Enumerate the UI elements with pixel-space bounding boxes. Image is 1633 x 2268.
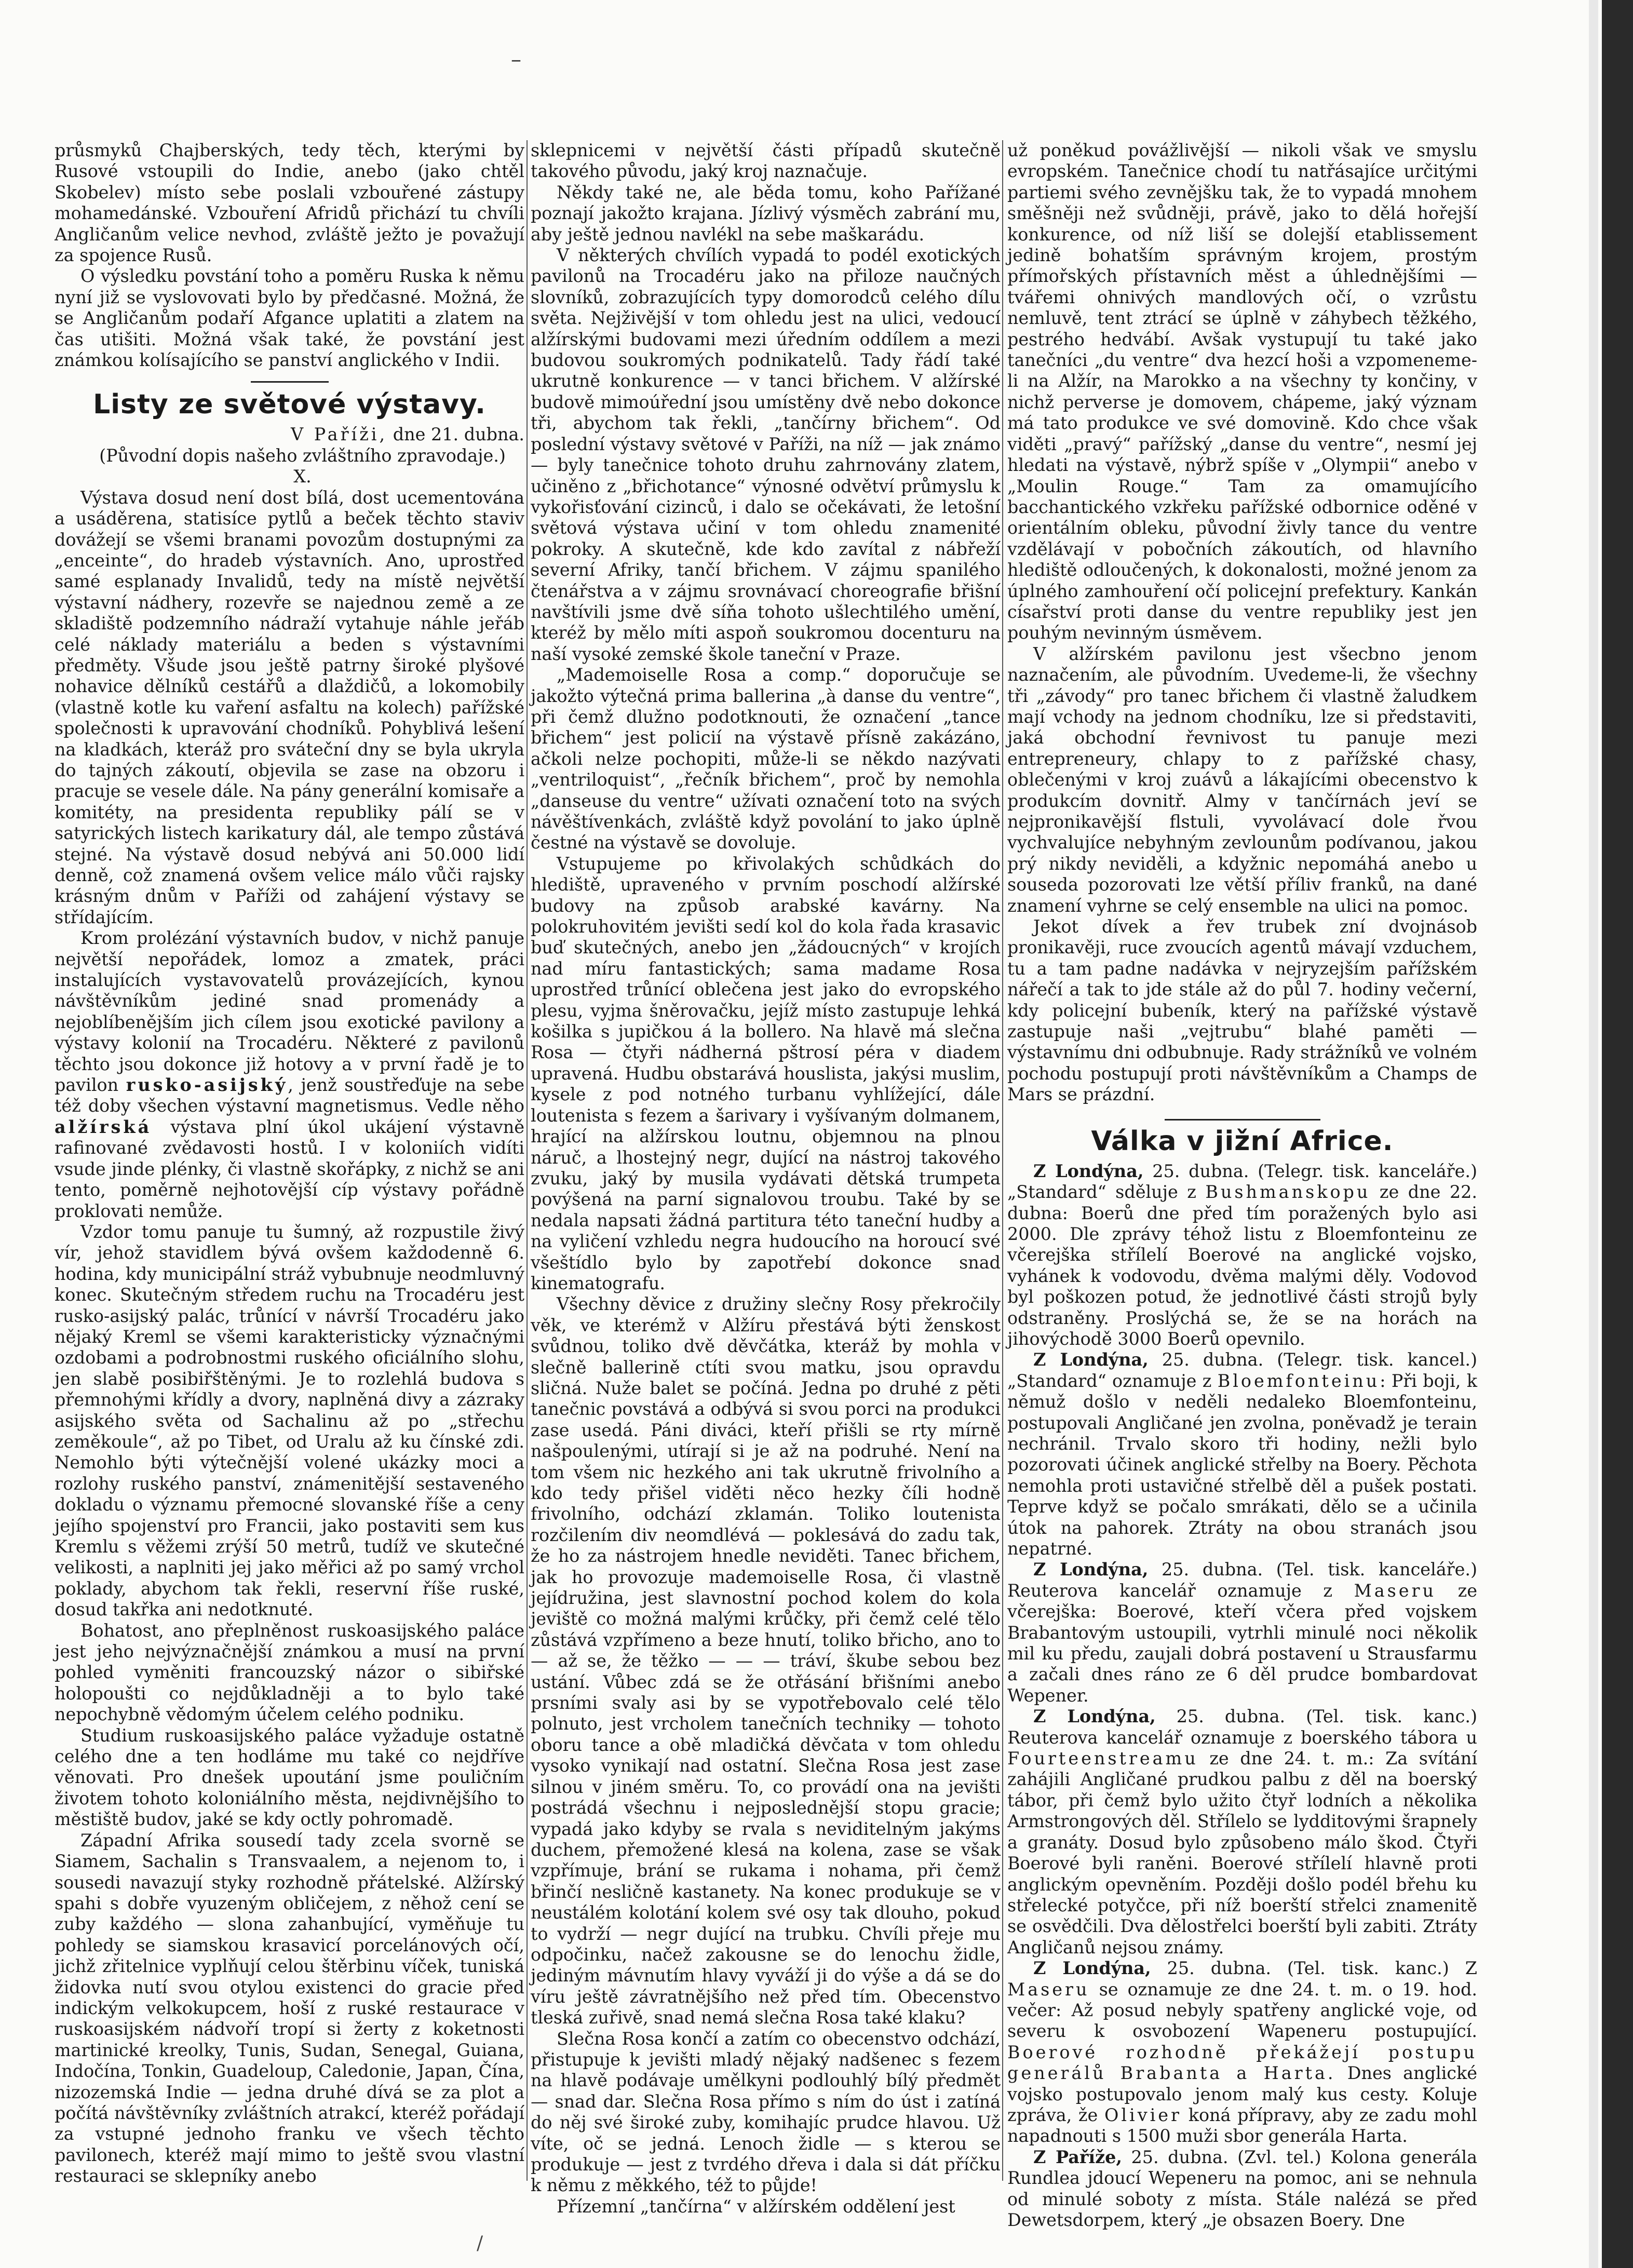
separator-rule [251,381,329,383]
paragraph: Bohatost, ano přeplněnost ruskoasijského paláce jest jeho nejvýznačnější známkou a musí na první pohled vyměniti francouzský názor o sibiřské holopoušti co nejdůkladněji a to bylo také nepochybně vědomým účelem celého podniku. [55,1620,524,1725]
dateline-date: dne 21. dubna. [393,424,524,445]
paragraph: Přízemní „tančírna“ v alžírském oddělení jest [557,2196,955,2217]
text-run: 25. dubna. (Tel. tisk. kanceláře.) Reuterova kancelář oznamuje z [1007,1559,1477,1601]
text-run: , jenž soustřeďuje na sebe též doby všechen výstavní magnetismus. Vedle něho [55,1075,524,1116]
news-lead: Z Londýna, [1033,1706,1156,1727]
scan-border [1602,0,1633,2268]
separator-rule [1165,1119,1320,1120]
emphasis-text: rusko-asijský [126,1075,288,1096]
dateline [55,424,524,445]
news-lead: Z Londýna, [1033,1958,1151,1979]
text-run: ze dne 24. t. m.: Za svítání zahájili Angličané prudkou palbu z děl na boerský tábor, při čemž bylo užito čtyř lodních a několika Armstrongových děl. Střílelo se lydditovými šrapnely a granáty. Dosud bylo způsobeno málo škod. Čtyři Boerové byli raněni. Boerové střílelí hlavně proti anglickým opevněním. Později došlo podél břehu ku střelecké potyčce, při níž boerští střelci znamenitě se osvědčili. Dva dělostřelci boerští byli zabiti. Ztráty Angličanů nejsou známy. [1007,1748,1477,1958]
article-heading: Válka v jižní Africe. [1091,1125,1394,1157]
place-name: Bloemfonteinu [1217,1370,1380,1391]
news-item [1007,1559,1477,1706]
text-run: Krom prolézání výstavních budov, v nichž panuje největší nepořádek, lomoz a zmatek, práci instalujících vystavovatelů provázejících, kynou návštěvníkům jediné snad promenády a nejoblíbenějším jich cílem jsou exotické pavilony a výstavy kolonií na Trocadéru. Některé z pavilonů těchto jsou dokonce již hotovy a v první řadě je to pavilon [55,928,524,1096]
text-run: ze včerejška: Boerové, kteří včera před vojskem Brabantovým ustoupili, vytrhli minulé noci několik mil ku předu, zaujali dobrá postavení u Strausfarmu a začali dnes ráno ze 6 děl prudce bombardovat Wepener. [1007,1580,1478,1706]
paragraph: Všechny děvice z družiny slečny Rosy překročily věk, ve kterémž v Alžíru přestává býti ženskost svůdnou, toliko dvě děvčátka, kteráž by mohla v slečně ballerině ctíti svou matku, jsou opravdu sličná. Nuže balet se počíná. Jedna po druhé z pěti tanečnic povstává a odbývá si svou porci na produkci zase usedá. Páni diváci, kteří přišli se rty mírně našpoulenými, utírají si je až na podruhé. Není na tom všem nic hezkého ani tak ukrutně frivolního a kdo tedy přišel viděti něco hezky číli hodně frivolního, odchází zklamán. Toliko loutenista rozčilením div neomdlévá — poklesává do zadu tak, že ho za nástrojem hnedle neviděti. Tanec břichem, jak ho provozuje mademoiselle Rosa, či vlastně jejídružina, jest slavnostní pochod kolem do kola jeviště co možná malými krůčky, při čemž celé tělo zůstává vzpřímeno a beze hnutí, toliko břicho, ano to — až se, že těžko — — — tráví, škube sebou bez ustání. Vůbec zdá se že otřásání břišními anebo prsními svaly asi by se vypotřebovalo celé tělo polnuto, jest vrcholem tanečních techniky — tohoto oboru tance a obě mladičká děvčata v tom ohledu vysoko vynikají nad ostatní. Slečna Rosa jest zase silnou v jiném směru. To, co provádí ona na jevišti postrádá všechnu i nejposlednější stopu gracie; vypadá jako kdyby se rvala s neviditelným jakýms duchem, přemožené klesá na kolena, zase se však vzpřímuje, brání se rukama i nohama, při čemž břinčí nesličně kastanety. Na konec produkuje se v neustálém kolotání kolem své osy tak dlouho, pokud to vydrží — negr dující na trubku. Chvíli přeje mu odpočinku, načež zakousne se do lenochu židle, jediným mávnutím hlavy vyváží ji do výše a dá se do víru ještě závratnějšího než před tím. Obecenstvo tleská zuřivě, snad nemá slečna Rosa také klaku? [531,1294,1001,2028]
column-rule [527,140,528,2181]
text-run: výstava plní úkol ukájení výstavně rafinované zvědavosti hostů. I v koloniích vidíti vsude jinde plénky, či vlastně skořápky, z nichž se ani tento, poměrně nejhotovější cíp výstavy pořádně proklovati nemůže. [55,1116,524,1221]
subtitle: (Původní dopis našeho zvláštního zpravodaje.) [99,445,506,466]
top-mark: – [511,48,521,72]
paragraph [55,928,524,1222]
news-lead: Z Londýna, [1033,1349,1149,1370]
paragraph: sklepnicemi v největší části případů skutečně takového původu, jaký kroj naznačuje. [531,140,1001,182]
column-left [55,140,524,2187]
emphasis-text: Boerové rozhodně překážejí postupu generálů Brabanta a Harta. [1007,2042,1477,2084]
paragraph: Západní Afrika sousedí tady zcela svorně se Siamem, Sachalin s Transvaalem, a nejenom to, i sousedi navazují styky rozhodně přátelské. Alžírský spahi s dobře vyuzeným obličejem, z něhož cení se zuby každého — slona zahanbující, vyměňuje tu pohledy se siamskou krasavicí porcelánových očí, jichž zřitelnice vyplňují celou štěrbinu víček, tuniská židovka nutí svou otylou existenci do gracie před indickým velkokupcem, hoší z ruské restaurace v ruskoasijském nádvoří tropí si žerty z koketnosti martinické kreolky, Tunis, Sudan, Senegal, Guiana, Indočína, Tonkin, Guadeloup, Caledonie, Japan, Čína, nizozemská Indie — jedna druhé dívá se za plot a počítá návštěvníky zvláštních atrakcí, kteréž pořádají za vstupné jednoho franku ve všech těchto pavilonech, kteréž mají mimo to ještě svou vlastní restauraci se sklepníky anebo [55,1830,524,2186]
scan-edge [1589,0,1598,2268]
paragraph: Jekot dívek a řev trubek zní dvojnásob pronikavěji, ruce zvoucích agentů mávají vzduchem, tu a tam padne nadávka v nejryzejším pařížském nářečí a tak to jde stále až do půl 7. hodiny večerní, kdy policejní bubeník, který na pařížské výstavě zastupuje naši „vejtrubu“ blahé paměti — výstavnímu dni odbubnuje. Rady strážníků ve volném pochodu postupují proti návštěvníkům a Champs de Mars se prázdní. [1007,916,1477,1105]
paragraph: Studium ruskoasijského paláce vyžaduje ostatně celého dne a ten hodláme mu také co nejdříve věnovati. Pro dnešek upoutání jsme pouličním životem tohoto koloniálního města, nejdivnějšího to městiště budov, jaké se kdy octly pohromadě. [55,1725,524,1830]
text-run: 25. dubna. (Zvl. tel.) Kolona generála Rundlea jdoucí Wepeneru na pomoc, ani se nehnula od minulé soboty z místa. Stále nalézá se před Dewetsdorpem, který „je obsazen Boery. Dne [1007,2146,1477,2230]
news-item [1007,1958,1477,2147]
paragraph: Někdy také ne, ale běda tomu, koho Pařížané poznají jakožto krajana. Jízlivý výsměch zabrání mu, aby ještě jednou navlékl na sebe maškarádu. [531,182,1001,245]
paragraph: V některých chvílích vypadá to podél exotických pavilonů na Trocadéru jako na přiloze naučných slovníků, zobrazujících typy domorodců celého dílu světa. Nejživější v tom ohledu jest na ulici, vedoucí alžírskými budovami mezi úředním oddílem a mezi budovou soukromých podnikatelů. Tady řádí také ukrutně konkurence — v tanci břichem. V alžírské budově mimoúřední jsou umístěny dvě nebo dokonce tři, abychom tak řekli, „tančírny břichem“. Od poslední výstavy světové v Paříži, na níž — jak známo — byly tanečnice tohoto druhu zahrnovány zlatem, učiněno z „břichotance“ výnosné odvětví průmyslu k vykořisťování cizinců, i dalo se očekávati, že letošní světová výstava učiní v tom ohledu znamenité pokroky. A skutečně, kde kdo zavítal z nábřeží severní Afriky, tančí břichem. V zájmu spanilého čtenářstva a v zájmu srovnávací choreografie břišní navštívili jsme dvě síňa tohoto ušlechtilého umění, kteréž by mělo míti aspoň soukromou docenturu na naší vysoké zemské škole taneční v Praze. [531,245,1001,664]
place-name: Fourteenstreamu [1007,1748,1198,1769]
paragraph: průsmyků Chajberských, tedy těch, kterými by Rusové vstoupili do Indie, anebo (jako chtěl Skobelev) místo sebe poslali vzbouřené zástupy mohamedánské. Vzbouření Afridů přichází tu chvíli Angličanům velice nevhod, zvláště ježto je považují za spojence Rusů. [55,140,524,266]
text-run: ze dne 22. dubna: Boerů dne před tím poražených bylo asi 2000. Dle zprávy téhož listu z Bloemfonteinu ze včerejška střílelí Boerové na anglické vojsko, vyhánek k vodovodu, dvěma malými děly. Vodovod byl poškozen potud, že jednotlivé části strojů byly odstraněny. Proslýchá se, že se na horách na jihovýchodě 3000 Boerů opevnilo. [1007,1182,1477,1349]
text-run: se oznamuje ze dne 24. t. m. o 19. hod. večer: Až posud nebyly spatřeny anglické voje, od severu k osvobození Wapeneru postupující. [1007,1979,1477,2042]
text-run: 25. dubna. (Telegr. tisk. kancel.) „Standard“ oznamuje z [1007,1349,1477,1391]
news-item [1007,1161,1477,1350]
dateline-place: V Paříži, [290,424,388,445]
bottom-mark: / [477,2233,483,2254]
text-run: koná přípravy, aby ze zadu mohl napadnouti s 1500 muži sbor generála Harta. [1007,2104,1477,2146]
text-run: 25. dubna. (Tel. tisk. kanc.) Z [1151,1958,1478,1979]
column-middle [531,140,1001,2217]
place-name: Bushmanskopu [1205,1182,1371,1203]
emphasis-text: alžírská [55,1116,152,1137]
column-rule [1002,140,1003,2181]
place-name: Maseru [1354,1580,1437,1601]
person-name: Olivier [1104,2104,1182,2125]
news-item [1007,1349,1477,1559]
text-run: : Při boji, k němuž došlo v neděli nedaleko Bloemfonteinu, postupovali Angličané jen zvolna, poněvadž je terain nechránil. Trvalo skoro tři hodiny, nežli bylo pozorovati účinek anglické střelby na Boery. Pěchota nemohla proti ustavičné střelbě děl a pušek postati. Teprve když se počalo smrákati, dělo se a učinila útok na pahorek. Ztráty na obou stranách jsou nepatrné. [1007,1370,1477,1559]
news-lead: Z Londýna, [1033,1559,1149,1580]
column-right [1007,140,1477,2231]
text-run: 25. dubna. (Tel. tisk. kanc.) Reuterova kancelář oznamuje z boerského tábora u [1007,1706,1478,1748]
text-run: 25. dubna. (Telegr. tisk. kanceláře.) „Standard“ sděluje z [1007,1160,1477,1203]
news-item [1007,1706,1477,1958]
section-numeral: X. [293,466,312,487]
paragraph: Výstava dosud není dost bílá, dost ucementována a usáděrena, statisíce pytlů a beček těchto staviv dovážejí se všemi branami povozům dostupnými za „enceinte“, do hradeb výstavních. Ano, uprostřed samé esplanady Invalidů, tedy na místě největší výstavní nádhery, rozevře se najednou země a ze skladiště podzemního nádraží vytahuje náhle jeřáb celé náklady materiálu a beden s výstavními předměty. Všude jsou ještě patrny široké plyšové nohavice dělníků cestářů a dlaždičů, a lokomobily (vlastně kotle ku vaření asfaltu na kolech) pařížské společnosti k upravování chodníků. Pohyblivá lešení na kladkách, kteráž pro sváteční dny se byla ukryla do tajných zákoutí, objevila se zase na obzoru i pracuje se vesele dále. Na pány generální komisaře a komitéty, na presidenta republiky pálí se v satyrických listech karikatury dál, ale tempo zůstává stejné. Na výstavě dosud nebývá ani 50.000 lidí denně, což znamená ovšem velice málo vůči rajsky krásným dnům v Paříži od zahájení výstavy se střídajícím. [55,487,524,927]
paragraph: O výsledku povstání toho a poměru Ruska k němu nyní již se vyslovovati bylo by předčasné. Možná, že se Angličanům podaří Afgance uplatiti a zlatem na čas utišiti. Možná však také, že povstání jest známkou kolísajícího se panství anglického v Indii. [55,266,524,371]
paragraph: Vstupujeme po křivolakých schůdkách do hlediště, upraveného v prvním poschodí alžírské budovy na způsob arabské kavárny. Na polokruhovitém jevišti sedí kol do kola řada krasavic buď skutečných, anebo jen „žádoucných“ v krojích nad míru fantastických; sama madame Rosa uprostřed trůnící oblečena jest jako do evropského plesu, vyjma šněrovačku, jejíž místo zastupuje lehká košilka s jupičkou á la bollero. Na hlavě má slečna Rosa — čtyři nádherná pštrosí péra v diadem upravená. Hudbu obstarává houslista, jakýsi muslim, kysele z pod notného turbanu vyhlížející, dále loutenista s fezem a šarivary i vyšívaným dolmanem, hrající na alžírskou loutnu, objemnou na plnou náruč, a lhostejný negr, dující na nástroj takového zvuku, jaký by musila vydávati dětská trumpeta povýšená na parní signalovou troubu. Také by se nedala napsati žádná partitura této taneční hudby a na vyličení vzhledu negra hudoucího na horoucí své všeštídlo bylo by zapotřebí dokonce snad kinematografu. [531,853,1001,1293]
paragraph: už poněkud povážlivější — nikoli však ve smyslu evropském. Tanečnice chodí tu natřásajíce určitými partiemi svého zevnějšku tak, že to vypadá mnohem směšněji než svůdněji, právě, jako to dělá hořejší konkurence, od níž liší se dolejší etablissement jedině bohatším správným krojem, prostým přímořských přístavních měst a úhlednějšími — tvářemi ohnivých mandlových očí, o vzrůstu nemluvě, tent ztrácí se úplně v záhybech těžkého, pestrého hedvábí. Avšak vystupují tu také jako tanečníci „du ventre“ dva hezcí hoši a vzpomeneme-li na Alžír, na Marokko a na všechny ty končiny, v nichž perverse je domovem, chápeme, jaký význam má tato produkce ve své domovině. Kdo chce však viděti „pravý“ pařížský „danse du ventre“, nesmí jej hledati na výstavě, nýbrž spíše v „Olympii“ anebo v „Moulin Rouge.“ Tam za omamujícího bacchantického vzkřeku pařížské odbornice oděné v orientálním obleku, původní živly tance du ventre vzdělávají v pobočních zákoutích, od hlavního hlediště odloučených, k dokonalosti, možné jenom za úplného zamhouření očí policejní prefektury. Kankán císařství proti danse du ventre republiky jest jen pouhým nevinným úsměvem. [1007,140,1477,643]
place-name: Maseru [1007,1979,1090,2000]
news-item [1007,2147,1477,2231]
paragraph: Vzdor tomu panuje tu šumný, až rozpustile živý vír, jehož stavidlem bývá ovšem každodenně 6. hodina, kdy municipální stráž vybubnuje neodmluvný konec. Skutečným středem ruchu na Trocadéru jest rusko-asijský palác, trůnící v návrší Trocadéru jako nějaký Kreml se všemi karakteristicky význačnými ozdobami a podrobnostmi ruského oficiálního slohu, jen slabě posibiřštěnými. Je to rozlehlá budova s přemnohými křídly a dvory, naplněná divy a zázraky asijského světa od Sachalinu až po „střechu zeměkoule“, až po Tibet, od Uralu až ku čínské zdi. Nemohlo býti výtečnější volené ukázky moci a rozlohy ruského panství, známenitější sestaveného dokladu o významu přemocné slovanské říše a ceny jejího spojenství pro Francii, jako postaviti sem kus Kremlu s věžemi zrýší 50 metrů, tudíž ve skutečné velikosti, a naplniti jej jako měřici až po samý vrchol poklady, abychom tak řekli, reservní říše ruské, dosud takřka ani nedotknuté. [55,1221,524,1620]
paragraph: Slečna Rosa končí a zatím co obecenstvo odchází, přistupuje k jevišti mladý nějaký nadšenec s fezem na hlavě podávaje umělkyni podlouhlý bílý předmět — snad dar. Slečna Rosa přímo s ním do úst i zatíná do něj své široké zuby, komihajíc prudce hlavou. Už víte, oč se jedná. Lenoch židle — s kterou se produkuje — jest z tvrdého dřeva i dala si dát příčku k němu z měkkého, též to půjde! [531,2028,1001,2196]
paragraph: „Mademoiselle Rosa a comp.“ doporučuje se jakožto výtečná prima ballerina „à danse du ventre“, při čemž dlužno podotknouti, že označení „tance břichem“ jest policií na výstavě přísně zakázáno, ačkoli nelze pochopiti, může-li se někdo nazývati „ventriloquist“, „řečník břichem“, proč by nemohla „danseuse du ventre“ užívati označení toto na svých návěštívenkách, zvláště když povolání to jako úplně čestné na výstavě se dovoluje. [531,665,1001,853]
paragraph: V alžírském pavilonu jest všecbno jenom naznačením, ale původním. Uvedeme-li, že všechny tři „závody“ pro tanec břichem či vlastně žaludkem mají vchody na jednom chodníku, lze si představiti, jaká obchodní řevnivost tu panuje mezi entrepreneury, chlapy to z pařížské chasy, oblečenými v kroj zuávů a lákajícími obecenstvo k produkcím dovnitř. Almy v tančírnách jeví se nejpronikavější flstuli, vyvolávací dole řvou vychvalujíce nebyhným zevlounům podívanou, jakou prý nikdy neviděli, a kdyžnic nepomáhá anebo u souseda pozorovati lze větší příliv franků, na dané znamení vyhrne se celý ensemble na ulici na pomoc. [1007,643,1477,916]
article-heading: Listy ze světové výstavy. [93,389,486,421]
news-lead: Z Paříže, [1033,2146,1122,2167]
news-lead: Z Londýna, [1033,1160,1144,1181]
text-run: Dnes anglické vojsko postupovalo jenom malý kus cesty. Koluje zpráva, že [1007,2063,1477,2125]
